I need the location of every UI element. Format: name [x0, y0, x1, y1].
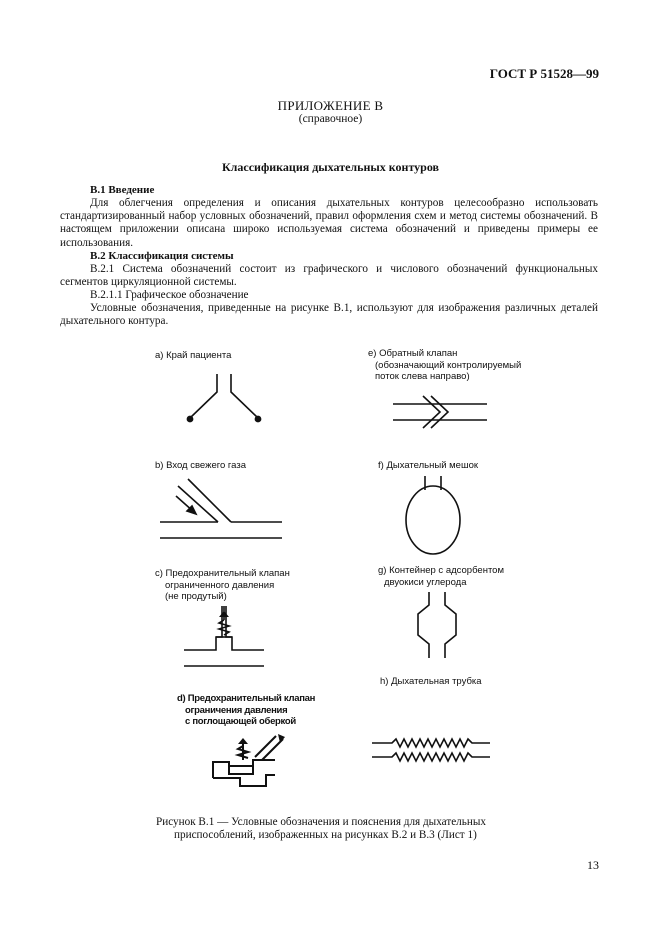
page-number: 13 [587, 858, 599, 872]
symbol-check-valve [393, 396, 487, 428]
figure-caption: Рисунок В.1 — Условные обозначения и пояснения для дыхательных приспособлений, изображенных на рисунках В.2 и В.3 (Лист 1) [156, 816, 486, 842]
heading-b1: В.1 Введение [90, 184, 155, 196]
label-b: b) Вход свежего газа [155, 460, 246, 471]
appendix-title: ПРИЛОЖЕНИЕ В [277, 98, 384, 113]
symbol-patient-end [187, 374, 260, 422]
symbol-relief-valve [184, 606, 264, 666]
section-title: Классификация дыхательных контуров [221, 160, 440, 174]
appendix-note: (справочное) [298, 113, 363, 125]
symbol-fresh-gas-inlet [160, 479, 282, 538]
label-d: d) Предохранительный клапан ограничения давления с поглощающей оберкой [177, 693, 316, 727]
paragraph-b2-1: В.2.1 Система обозначений состоит из графического и числового обозначений функциональных сегментов циркуляционной системы. [60, 263, 598, 289]
standard-number: ГОСТ Р 51528—99 [489, 66, 599, 81]
label-g: g) Контейнер с адсорбентом двуокиси углерода [378, 565, 505, 588]
symbol-breathing-tube [372, 739, 490, 761]
symbol-co2-absorber [418, 592, 456, 658]
label-c: с) Предохранительный клапан ограниченного давления (не продутый) [155, 568, 290, 602]
label-a: а) Край пациента [155, 350, 232, 361]
label-h: h) Дыхательная трубка [380, 676, 482, 687]
symbol-breathing-bag [406, 476, 460, 554]
heading-b2: В.2 Классификация системы [90, 250, 234, 262]
paragraph-b1: Для облегчения определения и описания дыхательных контуров целесообразно использовать стандартизированный набор условных обозначений, правил оформления схем и метод системы обозначений. В настоящем приложении описана широко используемая система обозначений и приведены примеры ее использования. [60, 197, 598, 249]
paragraph-b2-1-1: В.2.1.1 Графическое обозначение [90, 289, 249, 301]
label-f: f) Дыхательный мешок [378, 460, 479, 471]
paragraph-b2-1-1-text: Условные обозначения, приведенные на рисунке В.1, используют для изображения различных деталей дыхательного контура. [60, 302, 598, 328]
symbol-relief-valve-scavenging [213, 734, 285, 786]
label-e: е) Обратный клапан (обозначающий контролируемый поток слева направо) [368, 348, 522, 382]
